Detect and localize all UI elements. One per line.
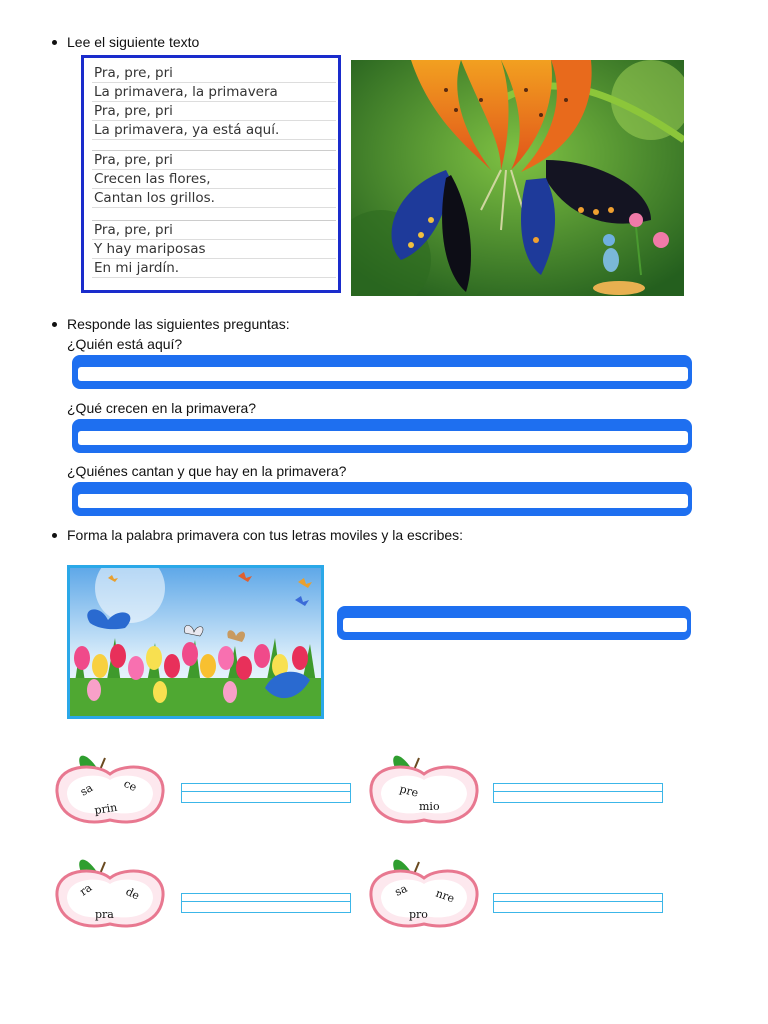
instruction-read-text: Lee el siguiente texto — [67, 34, 200, 50]
apple-syllable-icon — [55, 852, 165, 937]
poem-line: Crecen las flores, — [92, 170, 336, 189]
poem-box — [81, 55, 341, 293]
apple-syllable: ce — [121, 776, 139, 795]
syllable-answer-line-3[interactable] — [181, 893, 351, 913]
apple-syllable: sa — [78, 781, 96, 799]
question-1: ¿Quién está aquí? — [67, 336, 183, 352]
syllable-answer-line-1[interactable] — [181, 783, 351, 803]
poem-line: La primavera, la primavera — [92, 83, 336, 102]
apple-syllable: prin — [93, 800, 119, 817]
apple-syllable: pra — [95, 908, 114, 921]
apple-syllable: ra — [77, 881, 95, 899]
apple-syllable: pro — [409, 908, 428, 921]
apple-syllable: sa — [392, 881, 410, 899]
poem-line: Pra, pre, pri — [92, 102, 336, 121]
instruction-form-word — [52, 527, 463, 543]
poem-line: Pra, pre, pri — [92, 64, 336, 83]
stanza-1 — [92, 64, 336, 140]
apple-syllable: pre — [398, 782, 420, 800]
answer-field-2[interactable] — [72, 419, 692, 453]
answer-field-primavera[interactable] — [337, 606, 691, 640]
apple-syllable: de — [123, 884, 142, 903]
stanza-2 — [92, 150, 336, 208]
poem-line: Cantan los grillos. — [92, 189, 336, 208]
poem-line: La primavera, ya está aquí. — [92, 121, 336, 140]
apple-syllable: nre — [433, 886, 457, 906]
answer-field-3[interactable] — [72, 482, 692, 516]
stanza-3 — [92, 220, 336, 278]
question-2: ¿Qué crecen en la primavera? — [67, 400, 257, 416]
bullet-icon — [52, 40, 57, 45]
butterflies-on-lily-photo — [351, 60, 684, 296]
apple-syllable-icon — [55, 748, 165, 833]
bullet-icon — [52, 322, 57, 327]
syllable-answer-line-4[interactable] — [493, 893, 663, 913]
tulips-and-butterflies-photo — [67, 565, 324, 719]
instruction-answer — [52, 316, 290, 332]
apple-syllable-icon — [369, 852, 479, 937]
instruction-read — [52, 34, 199, 50]
answer-field-1[interactable] — [72, 355, 692, 389]
poem-line: En mi jardín. — [92, 259, 336, 278]
syllable-answer-line-2[interactable] — [493, 783, 663, 803]
poem-line: Pra, pre, pri — [92, 221, 336, 240]
question-3: ¿Quiénes cantan y que hay en la primavera? — [67, 463, 347, 479]
bullet-icon — [52, 533, 57, 538]
apple-syllable-icon — [369, 748, 479, 833]
instruction-form-word-text: Forma la palabra primavera con tus letras moviles y la escribes: — [67, 527, 464, 543]
poem-line: Pra, pre, pri — [92, 151, 336, 170]
poem-line: Y hay mariposas — [92, 240, 336, 259]
instruction-answer-text: Responde las siguientes preguntas: — [67, 316, 290, 332]
apple-syllable: mio — [419, 800, 440, 813]
